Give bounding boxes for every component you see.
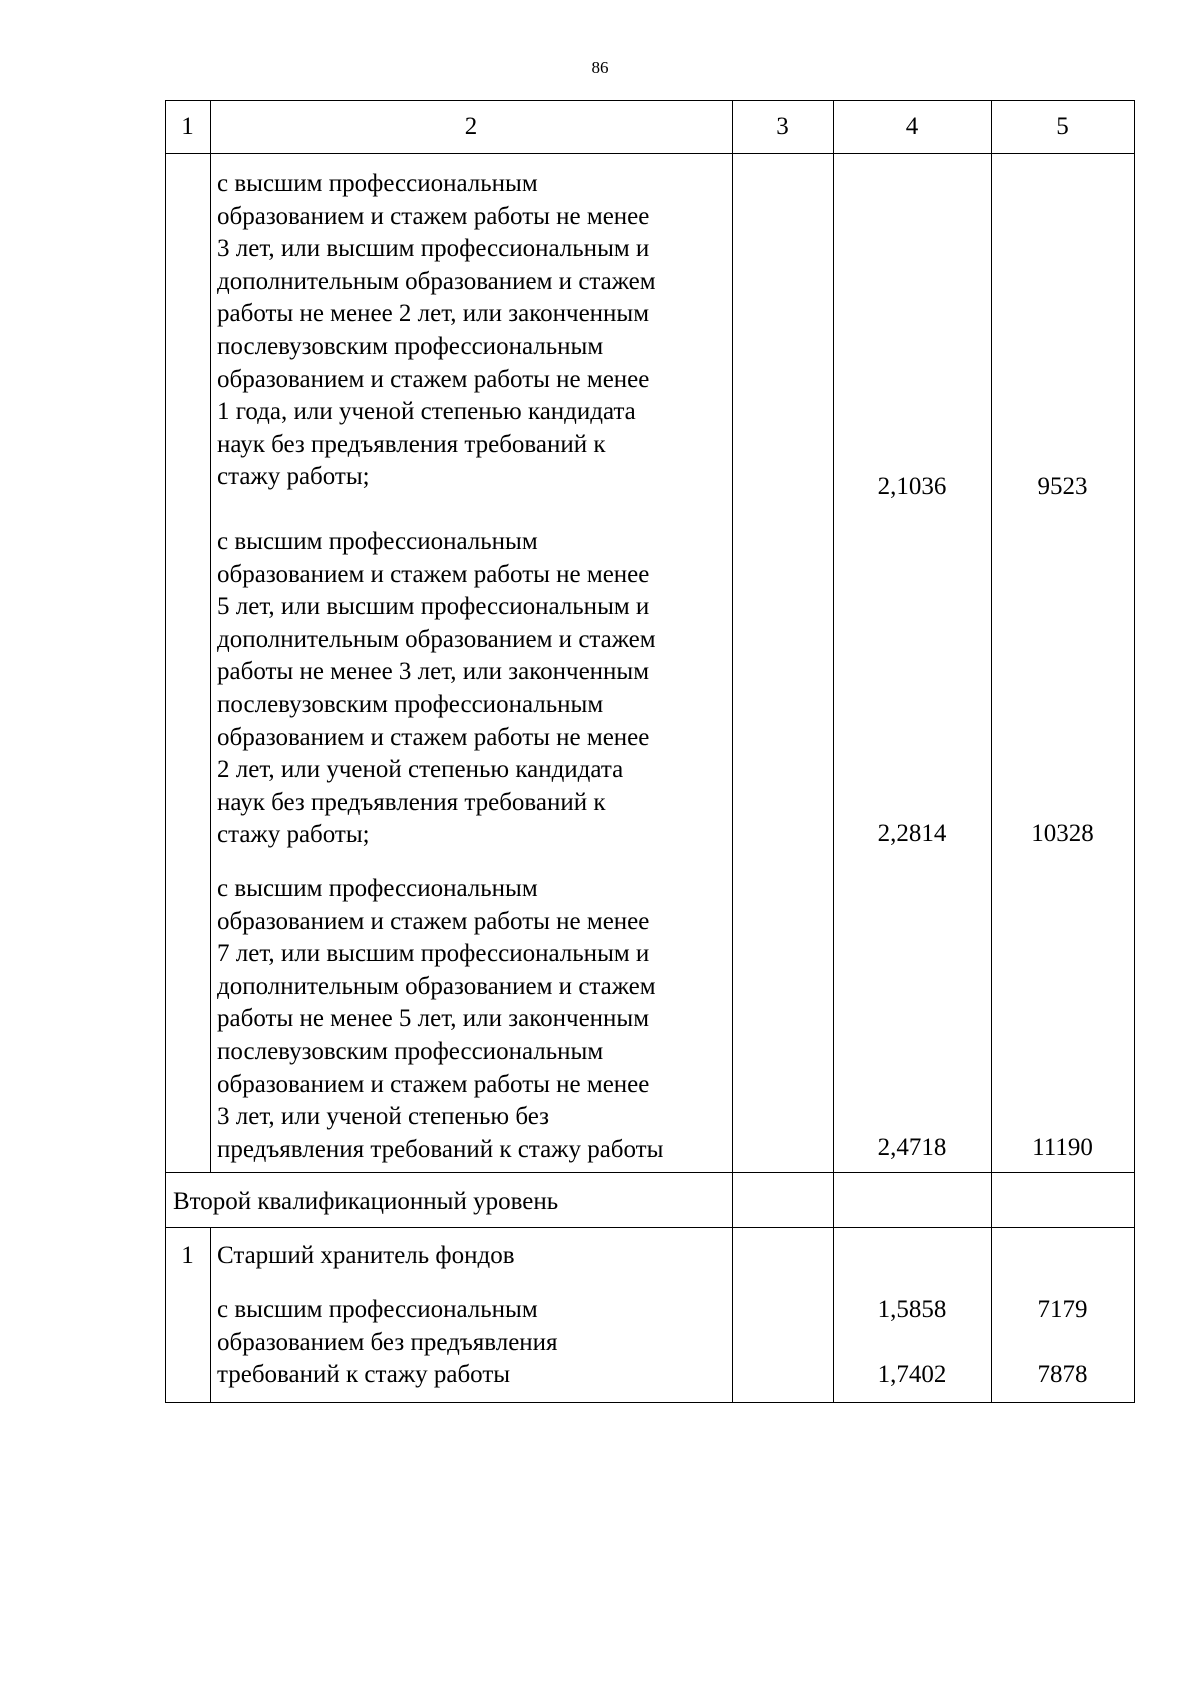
header-col-1: 1 bbox=[181, 113, 194, 140]
qualification-text-1: с высшим профессиональным образованием и стажем работы не менее 3 лет, или высшим профессиональным и дополнительным образованием и стажем работы не менее 2 лет, или законченным послевузовским профессиональным образованием и стажем работы не менее 1 года, или ученой степенью кандидата наук без предъявления требований к стажу работы; bbox=[217, 170, 656, 491]
header-col-2: 2 bbox=[464, 113, 478, 140]
position-qualification-text: с высшим профессиональным образованием без предъявления требований к стажу работы bbox=[217, 1296, 558, 1389]
salary-1: 9523 bbox=[1037, 473, 1088, 500]
salary-table bbox=[165, 100, 1135, 1403]
salary-2: 10328 bbox=[1031, 820, 1094, 847]
header-col-5: 5 bbox=[1056, 113, 1069, 140]
section-row-bottom-border bbox=[165, 1227, 1135, 1228]
position-salary-1: 7179 bbox=[1037, 1296, 1088, 1323]
section-label: Второй квалификационный уровень bbox=[173, 1188, 559, 1215]
position-salary-2: 7878 bbox=[1037, 1361, 1088, 1388]
header-bottom-border bbox=[165, 153, 1135, 154]
column-divider-3 bbox=[833, 100, 834, 1403]
coefficient-2: 2,2814 bbox=[877, 820, 947, 847]
table-top-border bbox=[165, 100, 1135, 101]
column-divider-4 bbox=[991, 100, 992, 1403]
coefficient-3: 2,4718 bbox=[877, 1134, 947, 1161]
position-coefficient-1: 1,5858 bbox=[877, 1296, 947, 1323]
continuation-bottom-border bbox=[165, 1172, 1135, 1173]
qualification-text-3: с высшим профессиональным образованием и стажем работы не менее 7 лет, или высшим профессиональным и дополнительным образованием и стажем работы не менее 5 лет, или законченным послевузовским профессиональным образованием и стажем работы не менее 3 лет, или ученой степенью без предъявления требований к стажу работы bbox=[217, 875, 664, 1163]
table-left-border bbox=[165, 100, 166, 1403]
column-divider-2 bbox=[732, 100, 733, 1403]
salary-3: 11190 bbox=[1032, 1134, 1093, 1161]
position-coefficient-2: 1,7402 bbox=[877, 1361, 947, 1388]
position-number: 1 bbox=[181, 1242, 194, 1269]
column-divider-1-lower bbox=[210, 1227, 211, 1403]
position-title: Старший хранитель фондов bbox=[217, 1242, 515, 1269]
table-right-border bbox=[1134, 100, 1135, 1403]
table-bottom-border bbox=[165, 1402, 1135, 1403]
header-col-3: 3 bbox=[776, 113, 789, 140]
header-col-4: 4 bbox=[905, 113, 919, 140]
page-number: 86 bbox=[591, 58, 609, 77]
qualification-text-2: с высшим профессиональным образованием и стажем работы не менее 5 лет, или высшим профессиональным и дополнительным образованием и стажем работы не менее 3 лет, или законченным послевузовским профессиональным образованием и стажем работы не менее 2 лет, или ученой степенью кандидата наук без предъявления требований к стажу работы; bbox=[217, 528, 656, 849]
column-divider-1 bbox=[210, 100, 211, 1173]
coefficient-1: 2,1036 bbox=[877, 473, 947, 500]
